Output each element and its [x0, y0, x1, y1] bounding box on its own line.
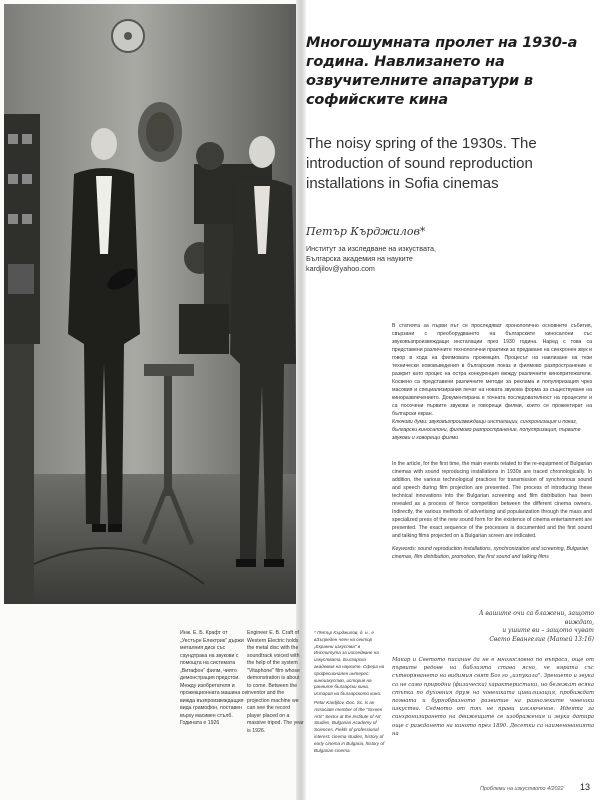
keywords-bulgarian: Ключови думи: звуковъзпроизвеждащи инсталации, синхронизация и показ, български киносалони, филмово разпространение, популяризация, първите звукови и говорещи филми: [392, 419, 581, 441]
photo-caption-english: Engineer E. B. Craft of Western Electric holds the metal disc with the soundtrack voiced with the help of the system "Vitaphone" film whose demonstration is about to come. Between the inventor and the projection machine we can see the record player placed on a massive tripod. The year is 1926.: [247, 630, 304, 734]
body-paragraph: Макар и Светото писание да не е мнозословно по въпроса, още от първите редове на библията става ясно, че вярата със сътворяването на видимия свят Бог го „изпукала". Зрението и звука са не само природни (физически) характеристики, но бележат всяка стъпка по духовния друм на човешката цивилизация, пробиждат появата и бурнобразното развитие на разнолеките човешки изкуства. Седмото от тях не прави изключение. Идеята за синхронизирането на движещите се изображения и звука датира още с раждането на киното през 1890. Десетки са наименованията на: [392, 657, 594, 737]
author-footnote-english: Petar Kardjilov, Doc. Sc. is an Associate member of the "Screen Arts" Sector at the Institute of Art Studies, Bulgarian Academy of Sciences. Fields of professional interest: cinema studies, history of early cinema in Bulgaria, history of Bulgarian cinema.: [314, 700, 385, 753]
right-page: [306, 0, 600, 800]
author-name: Петър Кърджилов*: [306, 225, 426, 238]
abstract-english: In the article, for the first time, the main events related to the re-equipment of Bulgarian cinemas with sound reproducing installations in 1930s are traced chronologically. In addition, the various technological practices for transmission of synchronous sound and speech during film projection are presented. The process of introducing these technical innovations into the Bulgarian screening and film distribution has been revealed as a process of fierce competition between the different cinema owners. Indirectly, the various methods of advertising and popularization through the mass and specialized press of the new sound form for the existence of cinema entertainment are presented. The exact sequence of the processes is documented and the first sound and talking films projected on a Bulgarian screen are indicated.: [392, 461, 592, 539]
article-title-english: The noisy spring of the 1930s. The introduction of sound reproduction installations in Sofia cinemas: [306, 135, 537, 192]
epigraph-line-2: и ушите ви – защото чуват: [502, 627, 594, 634]
archival-photo: [4, 4, 296, 604]
photo-caption-bulgarian: Инж. Е. Б. Крафт от „Уестърн Електрик" държи металния диск със саундтрака на звукови с помощта на системата „Витафон" филм, чиято демонстрация предстои. Между изобретателя и прожекционната машина се вижда възпроизвеждащия вида грамофон, поставен върху масивен стълб. Годината е 1926: [180, 630, 248, 726]
epigraph: [476, 610, 594, 644]
keywords-english: Keywords: sound reproduction installations, synchronization and screening, Bulgarian cinemas, film distribution, promotion, the first sound and talking films: [392, 546, 589, 560]
author-email: kardjilov@yahoo.com: [306, 264, 375, 273]
photo-illustration: [4, 4, 296, 604]
affiliation-institute: Институт за изследване на изкуствата,: [306, 244, 437, 253]
affiliation-academy: Българска академия на науките: [306, 254, 413, 263]
epigraph-line-1: А вашите очи са блажени, защото виждат,: [478, 610, 594, 626]
author-affiliation: [306, 244, 436, 274]
author-footnote-bulgarian: * Петър Кърджилов, д. н., е вЗъпреден член на сектор „Екранни изкуства" в Института за изследване на изкуствата, Българска академия на науките. Сфера на професионален интерес: киноизкуство, история на ранните български кина, история на българското кино.: [314, 630, 385, 697]
page-number: 13: [580, 782, 591, 792]
article-title-bulgarian: Многошумната пролет на 1930-а година. Навлизането на озвучителните апаратури в софийските кина: [306, 35, 578, 108]
abstract-bulgarian: В статията за първи път се проследяват хронологично основните събития, свързани с преоборудването на българските киносалони със звуковъзпроизвеждащи инсталации през 1930 година. Наред с това са представени различните технологични практики за предаване на синхронен звук и говор в хода на филмовата прожекция. Процесът на навлизане на тези технически нововъведения в българския показ и филмово разпространение е разкрит като процес на остра конкуренция между различните кинопритежатели. Косвено са представени различните методи за реклама и популяризация чрез масовия и специализирания печат на новата звукова форма за съществуване на киноразвлечението. Документирана е точната последователност на процесите и са посочени първите звукови и говорещи филми, които се прожектират на български екран.: [392, 323, 592, 417]
epigraph-source: Свето Евангелие (Матей 13:16): [489, 635, 594, 643]
journal-footer: Проблеми на изкуството 4/2022: [480, 786, 564, 792]
